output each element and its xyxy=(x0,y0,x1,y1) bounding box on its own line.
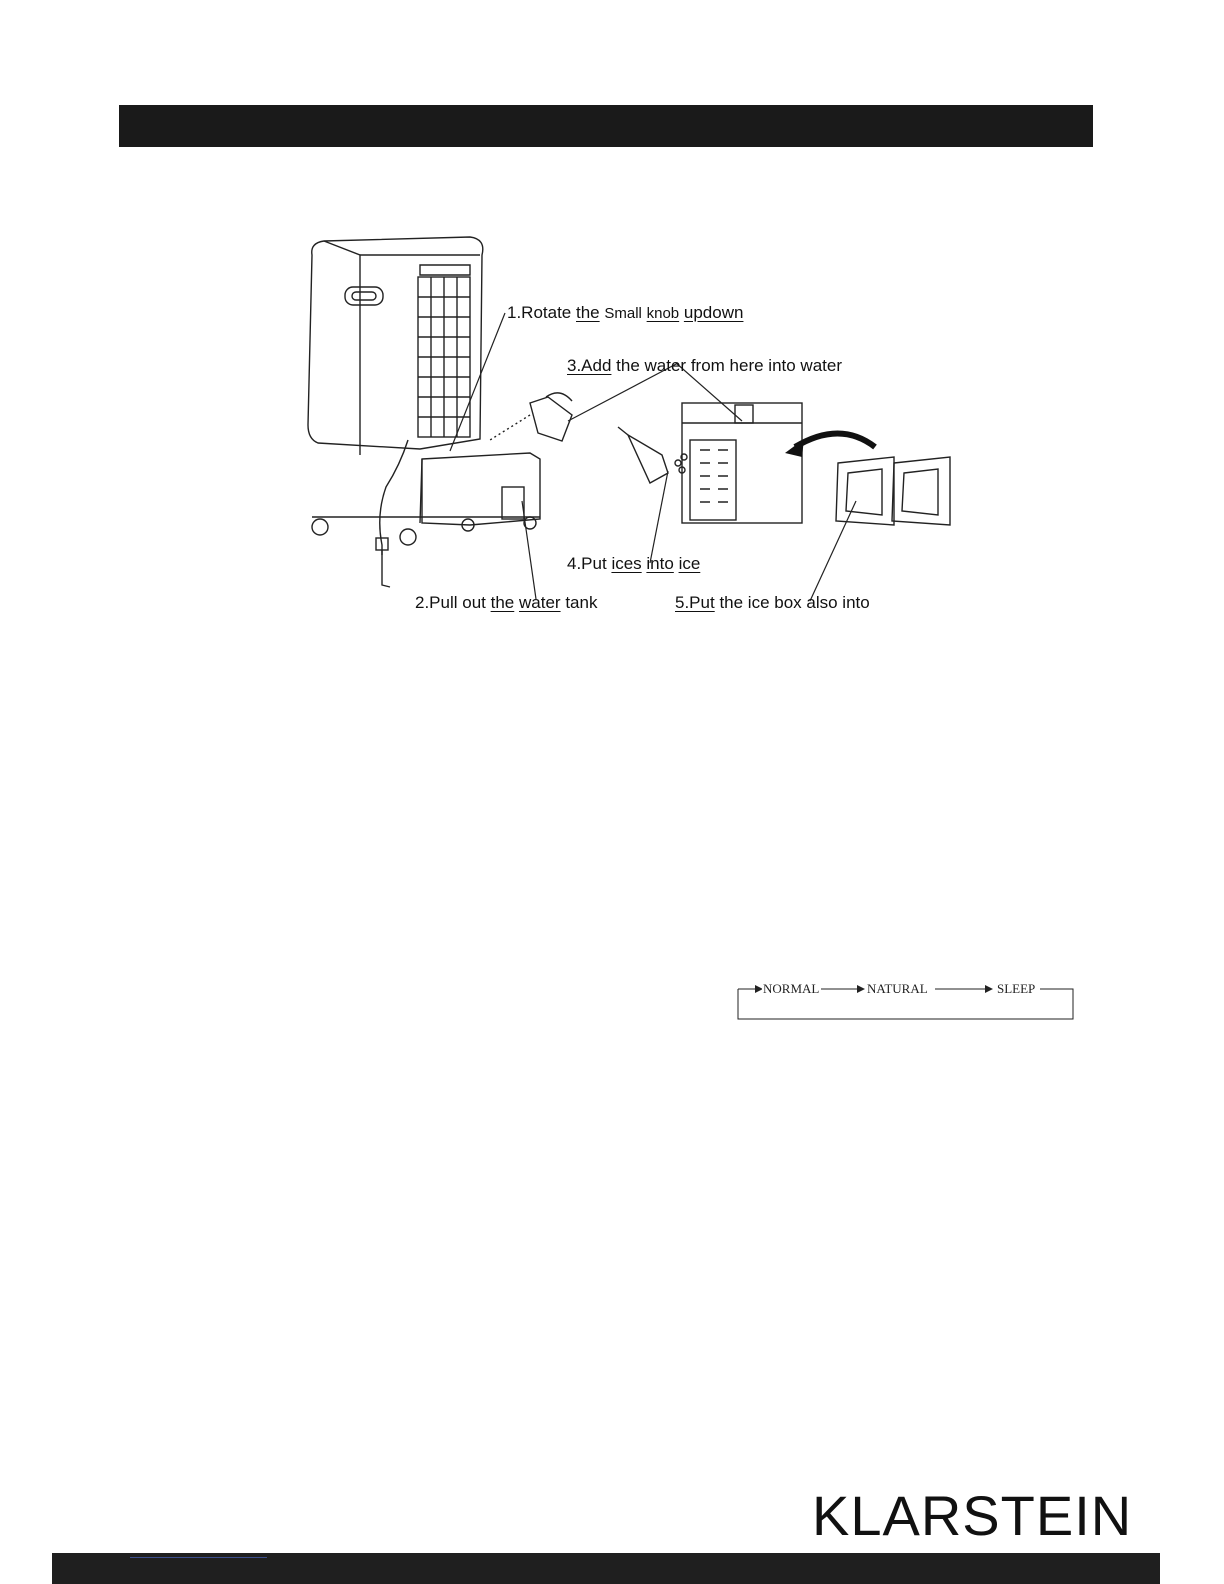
mode-sleep: SLEEP xyxy=(997,981,1036,996)
label-step-3 xyxy=(567,356,842,376)
brand-logo: KLARSTEIN xyxy=(812,1484,1133,1547)
mode-cycle-diagram xyxy=(735,978,1080,1023)
label-2-pre: 2.Pull out xyxy=(415,593,486,612)
label-5-num: 5.Put xyxy=(675,593,715,612)
label-4-w1: ices xyxy=(611,554,642,573)
header-bar xyxy=(119,105,1093,147)
label-3-post: the water from here into water xyxy=(616,356,842,375)
label-2-post: tank xyxy=(565,593,598,612)
label-1-w4: updown xyxy=(683,303,744,322)
footer-link-line xyxy=(130,1557,267,1558)
label-1-w1: the xyxy=(576,303,600,322)
label-2-w1: the xyxy=(490,593,515,612)
label-1-w2: Small xyxy=(604,305,642,322)
mode-normal: NORMAL xyxy=(763,981,820,996)
label-4-pre: 4.Put xyxy=(567,554,607,573)
label-step-4 xyxy=(567,554,700,574)
label-step-5 xyxy=(675,593,870,613)
assembly-illustration xyxy=(290,225,990,625)
label-1-w3: knob xyxy=(646,305,680,322)
label-2-w2: water xyxy=(519,593,561,612)
label-3-num: 3.Add xyxy=(567,356,612,375)
mode-natural: NATURAL xyxy=(867,981,928,996)
label-step-2 xyxy=(415,593,597,613)
label-step-1 xyxy=(507,303,743,323)
label-1-num: 1.Rotate xyxy=(507,303,572,322)
label-4-w3: ice xyxy=(678,554,701,573)
label-4-w2: into xyxy=(646,554,674,573)
label-5-post: the ice box also into xyxy=(719,593,870,612)
